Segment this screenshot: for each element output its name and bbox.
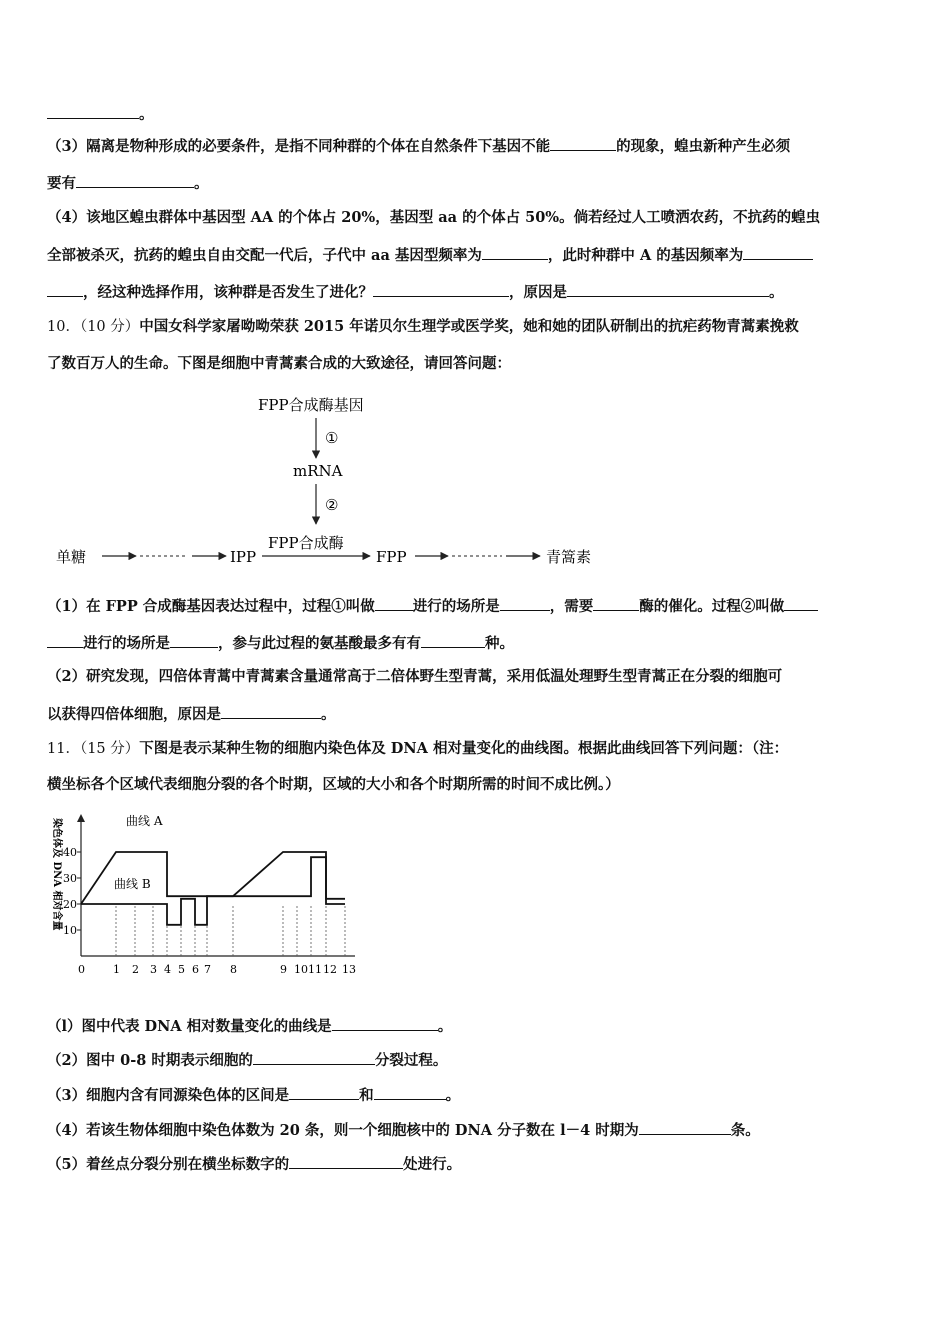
q11-part5: （5）着丝点分裂分别在横坐标数字的 处进行。 bbox=[47, 1156, 462, 1173]
answer-blank[interactable] bbox=[47, 633, 83, 648]
q11-part1: （l）图中代表 DNA 相对数量变化的曲线是 。 bbox=[47, 1018, 453, 1035]
q10-part2-line2: 以获得四倍体细胞，原因是 。 bbox=[47, 706, 336, 723]
x-tick-label: 2 bbox=[132, 963, 139, 976]
q11-part3: （3）细胞内含有同源染色体的区间是 和 。 bbox=[47, 1087, 461, 1104]
x-tick-label: 9 bbox=[280, 963, 287, 976]
q10-part1-line1: （1）在 FPP 合成酶基因表达过程中，过程①叫做 进行的场所是 ，需要 酶的催化。过程②叫做 bbox=[47, 596, 818, 617]
q9-part3-line2: 要有 。 bbox=[47, 175, 209, 192]
q9-part4-line2: 全部被杀灭，抗药的蝗虫自由交配一代后，子代中 aa 基因型频率为 ，此时种群中 A 的基因频率为 bbox=[47, 245, 813, 266]
chart-ylabel: 染色体及 DNA 相对含量 bbox=[51, 818, 62, 931]
x-tick-label: 1 bbox=[113, 963, 120, 976]
q10-part1-line2: 进行的场所是 ，参与此过程的氨基酸最多有有 种。 bbox=[47, 633, 514, 654]
mrna-label: mRNA bbox=[293, 462, 343, 480]
q11-part2: （2）图中 0-8 时期表示细胞的 分裂过程。 bbox=[47, 1052, 448, 1069]
y-tick-label: 20 bbox=[63, 898, 77, 911]
x-tick-label: 12 bbox=[323, 963, 337, 976]
end-label: 青篙素 bbox=[546, 548, 592, 566]
x-tick-label: 5 bbox=[178, 963, 185, 976]
y-tick-label: 10 bbox=[63, 924, 77, 937]
answer-blank[interactable] bbox=[47, 104, 139, 119]
x-tick-label: 0 bbox=[78, 963, 85, 976]
curve-b-line bbox=[81, 857, 345, 925]
q9-part4-line3: ，经这种选择作用，该种群是否发生了进化？ ，原因是 。 bbox=[47, 282, 784, 303]
q11-stem-line1: 11．（15 分）下图是表示某种生物的细胞内染色体及 DNA 相对量变化的曲线图。根据此曲线回答下列问题：（注： bbox=[47, 740, 789, 757]
ipp-label: IPP bbox=[230, 548, 257, 566]
answer-blank[interactable] bbox=[421, 633, 485, 648]
answer-blank[interactable] bbox=[743, 245, 813, 260]
answer-blank[interactable] bbox=[170, 633, 218, 648]
answer-blank[interactable] bbox=[784, 596, 818, 611]
answer-blank[interactable] bbox=[76, 173, 194, 188]
step2-label: ② bbox=[325, 496, 339, 514]
step1-label: ① bbox=[325, 429, 339, 447]
x-tick-label: 13 bbox=[342, 963, 356, 976]
curve-b-label: 曲线 B bbox=[114, 877, 151, 891]
answer-blank[interactable] bbox=[373, 282, 509, 297]
answer-blank[interactable] bbox=[289, 1154, 403, 1169]
start-label: 单糖 bbox=[56, 548, 87, 566]
q11-part4: （4）若该生物体细胞中染色体数为 20 条，则一个细胞核中的 DNA 分子数在 l－4 时期为 条。 bbox=[47, 1122, 760, 1139]
x-tick-label: 6 bbox=[192, 963, 199, 976]
q10-stem-line2: 了数百万人的生命。下图是细胞中青蒿素合成的大致途径，请回答问题： bbox=[47, 355, 511, 372]
answer-blank[interactable] bbox=[289, 1085, 359, 1100]
x-tick-label: 10 bbox=[294, 963, 308, 976]
x-tick-label: 4 bbox=[164, 963, 171, 976]
x-tick-label: 3 bbox=[150, 963, 157, 976]
answer-blank[interactable] bbox=[374, 1085, 446, 1100]
answer-blank[interactable] bbox=[500, 596, 550, 611]
answer-blank[interactable] bbox=[567, 282, 769, 297]
answer-blank[interactable] bbox=[253, 1050, 375, 1065]
dna-chromosome-chart bbox=[40, 808, 360, 983]
q10-part2-line1: （2）研究发现，四倍体青蒿中青蒿素含量通常高于二倍体野生型青蒿，采用低温处理野生型青蒿正在分裂的细胞可 bbox=[47, 668, 783, 685]
q9-part3-line1: （3）隔离是物种形成的必要条件，是指不同种群的个体在自然条件下基因不能 的现象，蝗虫新种产生必须 bbox=[47, 138, 791, 155]
answer-blank[interactable] bbox=[332, 1016, 438, 1031]
y-tick-label: 30 bbox=[63, 872, 77, 885]
x-tick-label: 8 bbox=[230, 963, 237, 976]
answer-blank[interactable] bbox=[375, 596, 413, 611]
q11-stem-line2: 横坐标各个区域代表细胞分裂的各个时期，区域的大小和各个时期所需的时间不成比例。） bbox=[47, 776, 620, 793]
q9-line-top: 。 bbox=[47, 104, 154, 125]
enzyme-label: FPP合成酶 bbox=[268, 534, 344, 552]
q10-stem-line1: 10．（10 分）中国女科学家屠呦呦荣获 2015 年诺贝尔生理学或医学奖，她和她的团队研制出的抗疟药物青蒿素挽救 bbox=[47, 318, 799, 335]
answer-blank[interactable] bbox=[593, 596, 639, 611]
answer-blank[interactable] bbox=[482, 245, 548, 260]
q9-part4-line1: （4）该地区蝗虫群体中基因型 AA 的个体占 20%，基因型 aa 的个体占 50%。倘若经过人工喷洒农药，不抗药的蝗虫 bbox=[47, 209, 821, 226]
answer-blank[interactable] bbox=[221, 704, 321, 719]
fpp-label: FPP bbox=[376, 548, 407, 566]
answer-blank[interactable] bbox=[639, 1120, 731, 1135]
gene-label: FPP合成酶基因 bbox=[258, 396, 364, 414]
curve-a-label: 曲线 A bbox=[126, 814, 163, 828]
y-axis-arrow bbox=[77, 814, 85, 822]
artemisinin-pathway-diagram bbox=[40, 388, 660, 578]
answer-blank[interactable] bbox=[550, 136, 616, 151]
x-tick-label: 7 bbox=[204, 963, 211, 976]
answer-blank[interactable] bbox=[47, 282, 83, 297]
x-tick-label: 11 bbox=[308, 963, 322, 976]
y-tick-label: 40 bbox=[63, 846, 77, 859]
